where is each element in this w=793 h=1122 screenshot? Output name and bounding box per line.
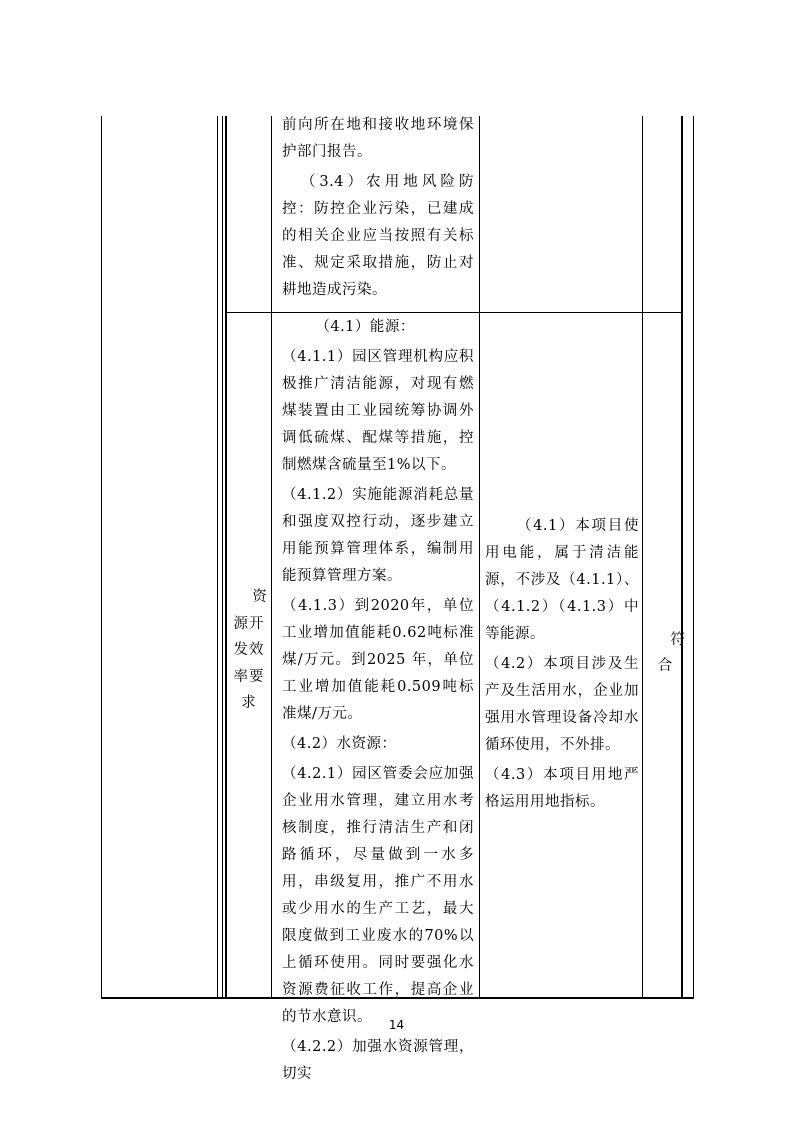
page-number: 14 [388,1018,405,1032]
column-divider [217,116,218,998]
category-text: 资 [252,589,268,605]
column-divider [479,116,480,998]
table-left-border [101,116,102,998]
requirement-item: （4.1.2）实施能源消耗总量和强度双控行动，逐步建立用能预算管理体系，编制用能预算管理方案。 [282,487,474,584]
requirement-heading: （4.2）水资源： [282,736,397,752]
category-text: 发效 [233,642,265,658]
table-right-border [693,116,694,998]
analysis-item: （4.2）本项目涉及生产及生活用水，企业加强用水管理设备冷却水循环使用，不外排。 [485,656,639,753]
column-divider-bold [225,116,227,998]
column-divider-bold [681,116,683,998]
requirement-item: （4.2.1）园区管委会应加强企业用水管理，建立用水考核制度，推行清洁生产和闭路循环，尽量做到一水多用，串级复用，推广不用水或少用水的生产工艺，最大限度做到工业废水的70%以上循环使用。同时要强化水资源费征收工作，提高企业的节水意识。 [282,766,474,1025]
column-divider [642,116,643,998]
analysis-item: （4.1）本项目使用电能，属于清洁能源，不涉及（4.1.1）、（4.1.2）（4.1.3）中等能源。 [485,518,639,642]
conclusion-bottom: 合 [657,658,673,674]
category-text: 源开 [233,615,265,632]
category-text: 率要 [233,668,265,685]
requirement-item: （4.1.3）到2020年，单位工业增加值能耗0.62吨标准煤/万元。到2025 年，单位工业增加值能耗0.509吨标准煤/万元。 [282,598,474,722]
analysis-item: （4.3）本项目用地严格运用用地指标。 [485,767,639,810]
conclusion-top: 符 [670,632,685,648]
column-divider [271,116,272,998]
row-divider [225,312,682,313]
requirement-item: （4.2.2）加强水资源管理，切实 [282,1039,474,1082]
column-divider [222,116,223,998]
requirement-line: （3.4）农用地风险防控：防控企业污染，已建成的相关企业应当按照有关标准、规定采取措施，防止对耕地造成污染。 [282,174,474,298]
category-text: 求 [241,695,257,711]
resource-analysis-cell [485,513,639,816]
requirement-item: （4.1.1）园区管理机构应积极推广清洁能源，对现有燃煤装置由工业园统筹协调外调低硫煤、配煤等措施，控制燃煤含硫量至1%以下。 [282,349,474,473]
pollution-requirement-cell [282,112,474,304]
resource-category-label [229,584,269,717]
requirement-heading: （4.1）能源： [315,319,415,335]
resource-requirement-cell [282,314,474,1088]
requirement-line: 前向所在地和接收地环境保护部门报告。 [282,117,474,160]
